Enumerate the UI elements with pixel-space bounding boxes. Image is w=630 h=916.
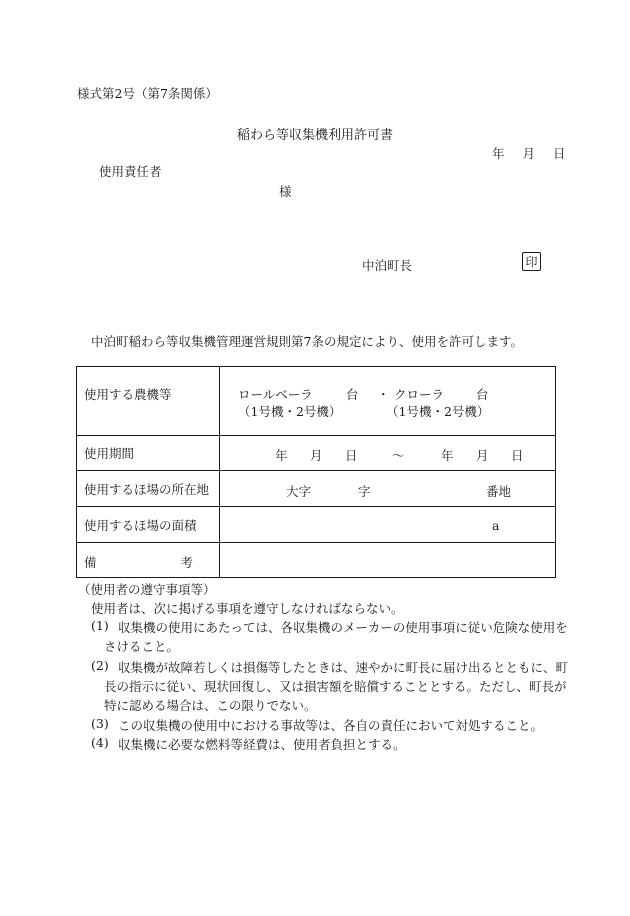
banchi: 番地 <box>486 484 512 499</box>
issuer-name: 中泊町長 <box>362 258 413 273</box>
rule-line: この収集機の使用中における事故等は、各自の責任において対処すること。 <box>118 718 544 733</box>
period-tilde: ～ <box>392 448 405 463</box>
machine1-unit: 台 <box>346 387 359 402</box>
rule-num: (3) <box>91 716 109 731</box>
rule-line: 収集機の使用にあたっては、各収集機のメーカーの使用事項に従い危険な使用を <box>118 620 568 635</box>
machine2-sub: （1号機・2号機） <box>386 404 490 419</box>
permission-statement: 中泊町稲わら等収集機管理運営規則第7条の規定により、使用を許可します。 <box>91 334 523 349</box>
rule-num: (1) <box>91 618 109 633</box>
from-month: 月 <box>310 448 323 463</box>
label-location: 使用するほ場の所在地 <box>77 471 220 507</box>
label-machine: 使用する農機等 <box>77 367 220 436</box>
from-day: 日 <box>345 448 358 463</box>
machine-separator: ・ <box>377 387 390 402</box>
rule-num: (2) <box>91 658 109 673</box>
table-row <box>77 436 556 471</box>
date-year: 年 <box>492 146 505 161</box>
honorific: 様 <box>279 184 292 199</box>
issue-date <box>492 144 566 162</box>
rule-line: 収集機に必要な燃料等経費は、使用者負担とする。 <box>118 737 406 752</box>
value-location <box>220 471 556 507</box>
form-number: 様式第2号（第7条関係） <box>77 86 218 101</box>
seal-mark: 印 <box>522 252 541 271</box>
to-day: 日 <box>511 448 524 463</box>
rule-line: 長の指示に従い、現状回復し、又は損害額を賠償することとする。ただし、町長が <box>104 679 567 694</box>
value-machine <box>220 367 556 436</box>
label-period: 使用期間 <box>77 436 220 471</box>
value-area <box>220 507 556 543</box>
rule-num: (4) <box>91 735 109 750</box>
aza: 字 <box>358 484 371 499</box>
permit-table <box>76 366 556 578</box>
table-row <box>77 507 556 543</box>
recipient-label: 使用責任者 <box>99 164 162 179</box>
rules-intro: 使用者は、次に掲げる事項を遵守しなければならない。 <box>91 601 404 616</box>
area-unit: a <box>492 518 500 533</box>
label-remarks: 備 考 <box>77 543 220 578</box>
rule-line: 収集機が故障若しくは損傷等したときは、速やかに町長に届け出るとともに、町 <box>118 660 569 675</box>
machine1-sub: （1号機・2号機） <box>238 404 342 419</box>
machine1-name: ロールベーラ <box>238 387 313 402</box>
rule-line: 特に認める場合は、この限りでない。 <box>104 698 317 713</box>
table-row <box>77 543 556 578</box>
label-area: 使用するほ場の面積 <box>77 507 220 543</box>
value-period <box>220 436 556 471</box>
machine2-name: クローラ <box>394 387 445 402</box>
value-remarks <box>220 543 556 578</box>
table-row <box>77 471 556 507</box>
to-year: 年 <box>441 448 454 463</box>
machine2-unit: 台 <box>476 387 489 402</box>
date-day: 日 <box>553 146 566 161</box>
date-month: 月 <box>522 146 536 161</box>
to-month: 月 <box>476 448 489 463</box>
from-year: 年 <box>275 448 288 463</box>
table-row <box>77 367 556 436</box>
oaza: 大字 <box>286 484 312 499</box>
rules-heading: （使用者の遵守事項等） <box>78 582 216 597</box>
document-title: 稲わら等収集機利用許可書 <box>236 128 393 143</box>
rule-line: さけること。 <box>104 639 180 654</box>
